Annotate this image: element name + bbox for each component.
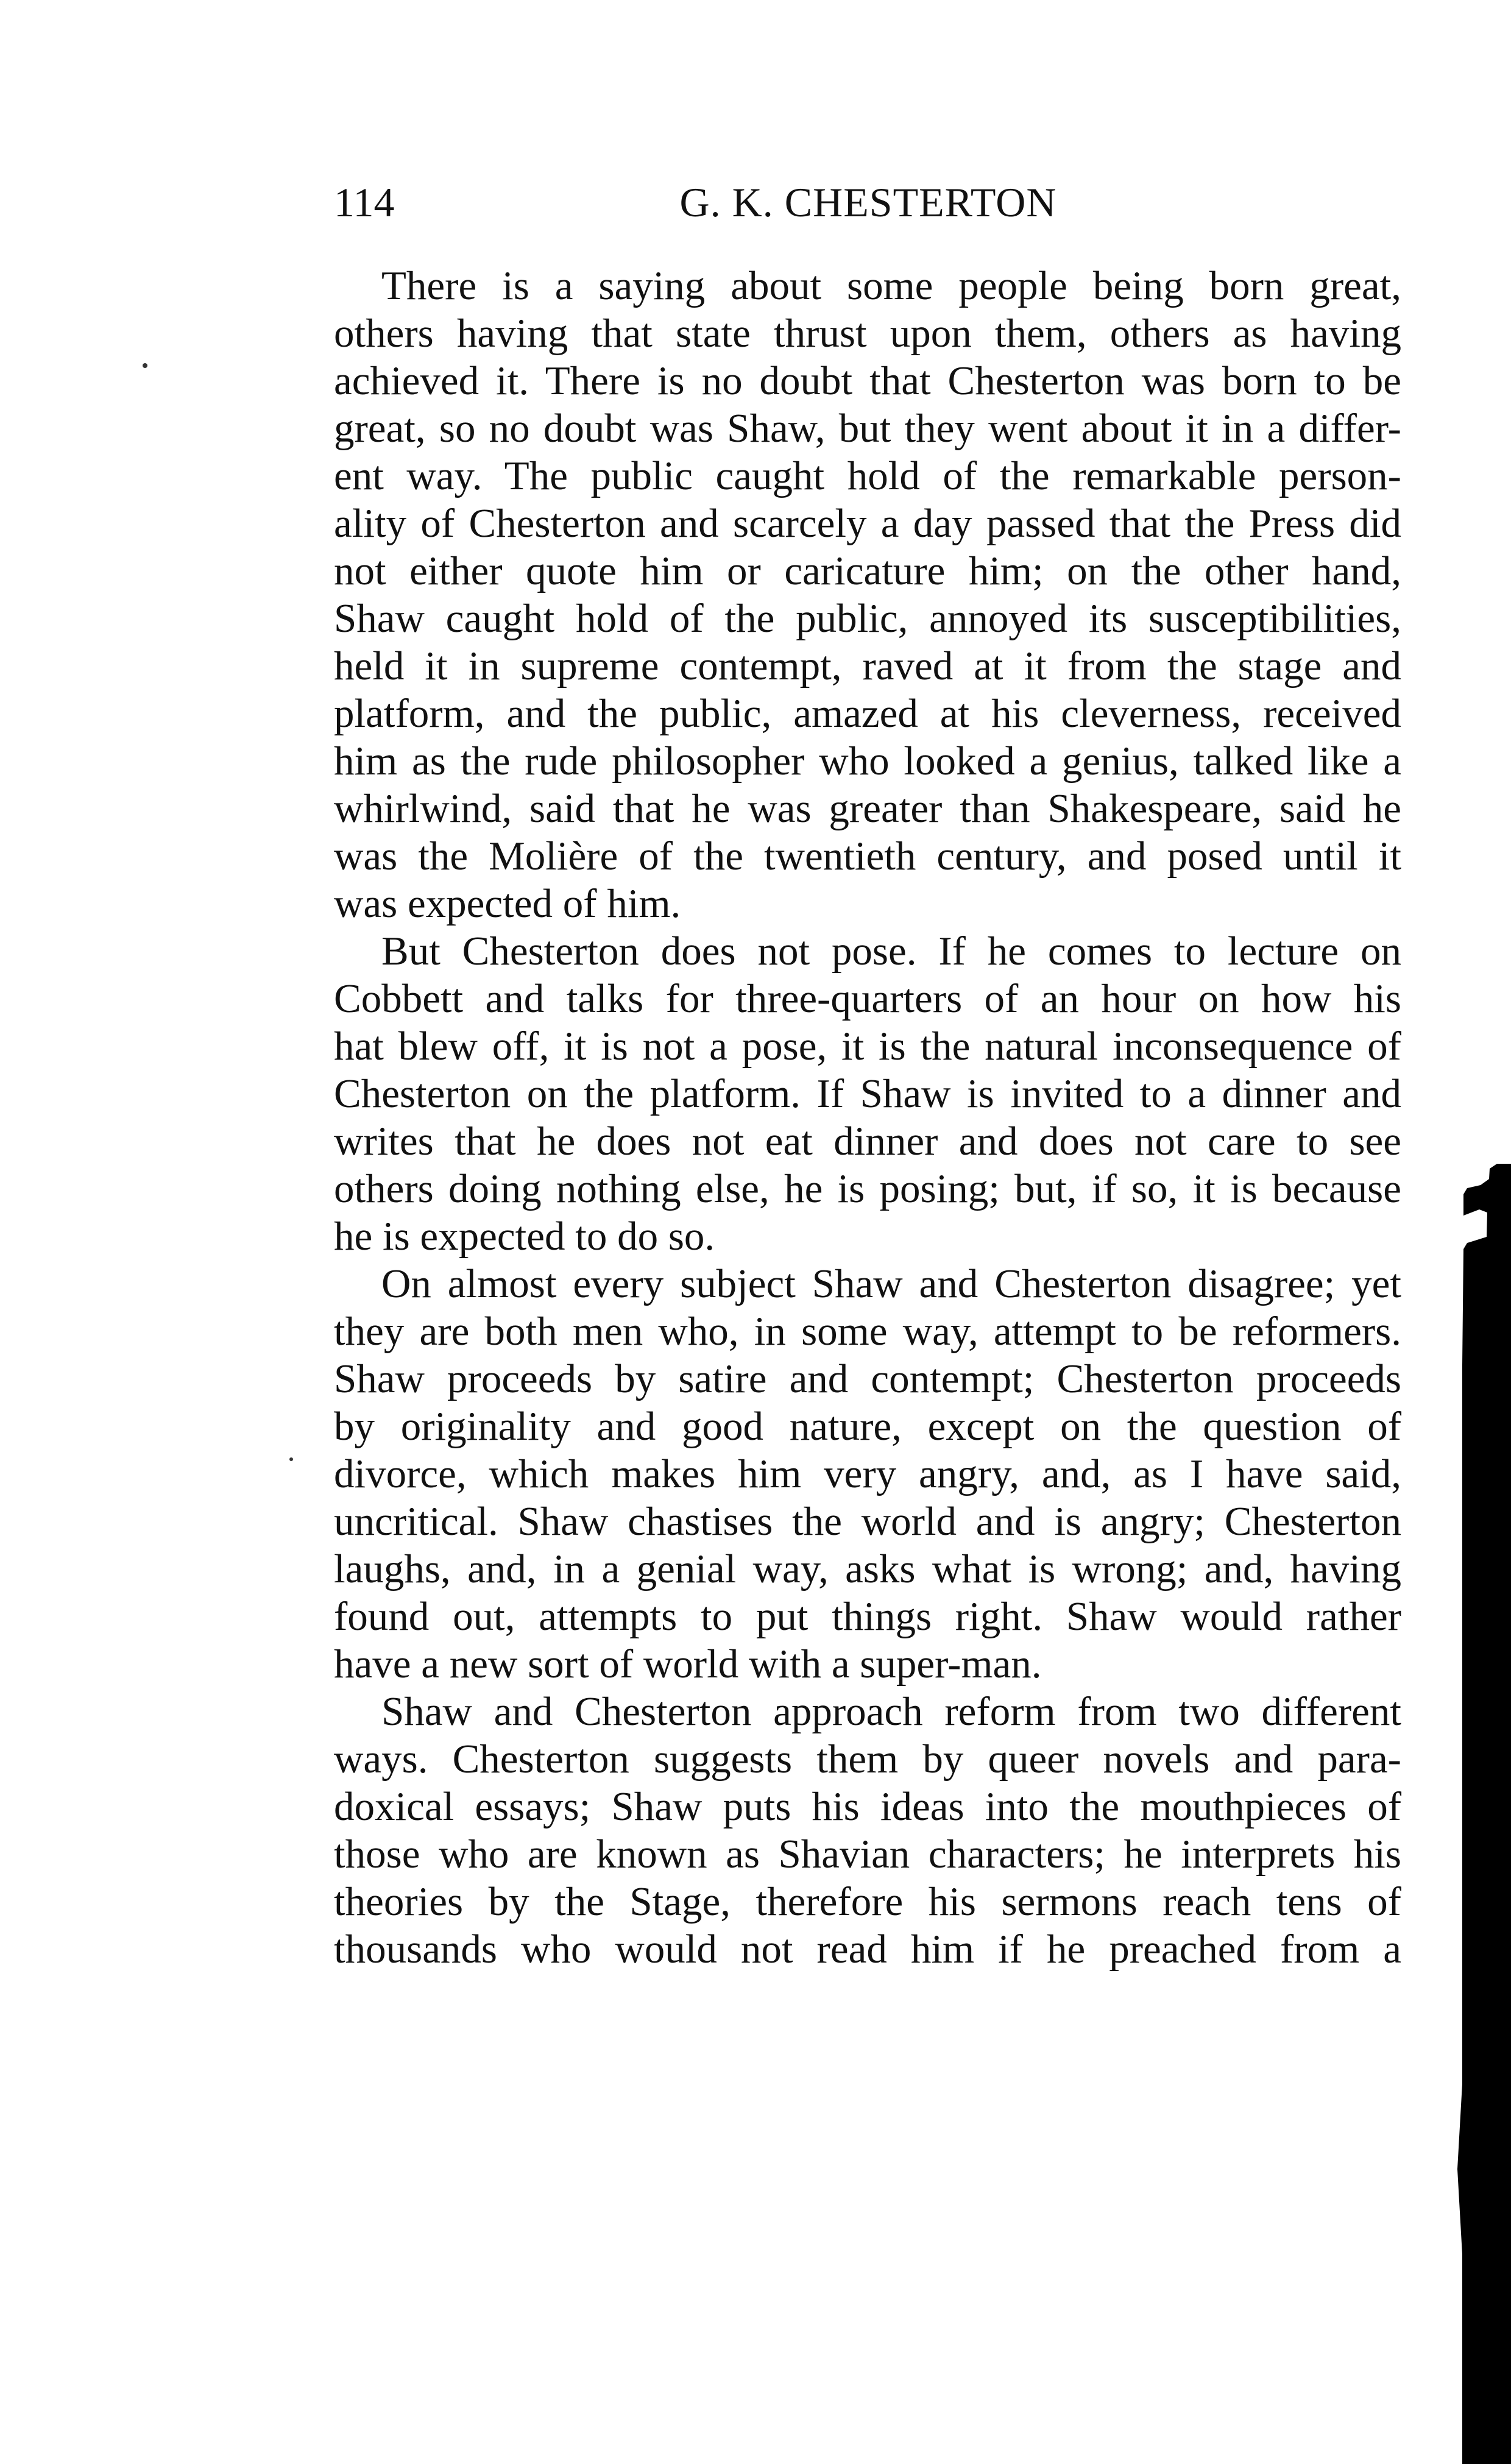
text-line: ality of Chesterton and scarcely a day passed that the Press did [334,501,1401,546]
text-line: platform, and the public, amazed at his cleverness, received [334,691,1401,736]
text-line: Shaw proceeds by satire and contempt; Chesterton proceeds [334,1356,1401,1401]
body-text [334,262,1401,1973]
text-line: others doing nothing else, he is posing; but, if so, it is because [334,1166,1401,1211]
speck [143,363,147,368]
text-line: great, so no doubt was Shaw, but they went about it in a differ- [334,406,1401,451]
text-line: uncritical. Shaw chastises the world and is angry; Chesterton [334,1499,1401,1544]
text-line: doxical essays; Shaw puts his ideas into the mouthpieces of [334,1784,1401,1829]
text-line: On almost every subject Shaw and Chesterton disagree; yet [381,1261,1401,1306]
text-line: theories by the Stage, therefore his sermons reach tens of [334,1879,1401,1924]
text-line: held it in supreme contempt, raved at it from the stage and [334,643,1401,689]
text-line: thousands who would not read him if he preached from a [334,1927,1401,1972]
text-line: There is a saying about some people being born great, [381,263,1401,308]
text-line: was expected of him. [334,881,681,926]
text-line: Cobbett and talks for three-quarters of an hour on how his [334,976,1401,1021]
text-line: hat blew off, it is not a pose, it is the natural inconsequence of [334,1024,1401,1069]
text-line: by originality and good nature, except on the question of [334,1404,1401,1449]
text-line: whirlwind, said that he was greater than Shakespeare, said he [334,786,1401,831]
text-line: those who are known as Shavian characters; he interprets his [334,1832,1401,1877]
text-line: Shaw caught hold of the public, annoyed its susceptibilities, [334,596,1401,641]
text-line: achieved it. There is no doubt that Chesterton was born to be [334,358,1401,403]
text-line: was the Molière of the twentieth century, and posed until it [334,834,1401,879]
black-page-edge [1457,1164,1511,2464]
text-line: have a new sort of world with a super-man. [334,1641,1042,1687]
speck [289,1457,293,1461]
page-number: 114 [334,179,395,225]
running-title: G. K. CHESTERTON [679,179,1057,225]
text-line: him as the rude philosopher who looked a genius, talked like a [334,738,1401,784]
text-line: he is expected to do so. [334,1214,715,1259]
text-line: not either quote him or caricature him; on the other hand, [334,548,1401,593]
text-line: divorce, which makes him very angry, and, as I have said, [334,1451,1401,1496]
text-line: But Chesterton does not pose. If he comes to lecture on [381,929,1401,974]
text-line: they are both men who, in some way, attempt to be reformers. [334,1309,1401,1354]
text-line: ent way. The public caught hold of the remarkable person- [334,453,1401,498]
text-line: Chesterton on the platform. If Shaw is invited to a dinner and [334,1071,1401,1116]
text-line: others having that state thrust upon them, others as having [334,311,1401,356]
text-line: found out, attempts to put things right. Shaw would rather [334,1594,1401,1639]
text-line: Shaw and Chesterton approach reform from two different [381,1689,1401,1734]
text-line: writes that he does not eat dinner and does not care to see [334,1119,1401,1164]
text-line: ways. Chesterton suggests them by queer novels and para- [334,1736,1401,1782]
text-line: laughs, and, in a genial way, asks what is wrong; and, having [334,1546,1401,1591]
